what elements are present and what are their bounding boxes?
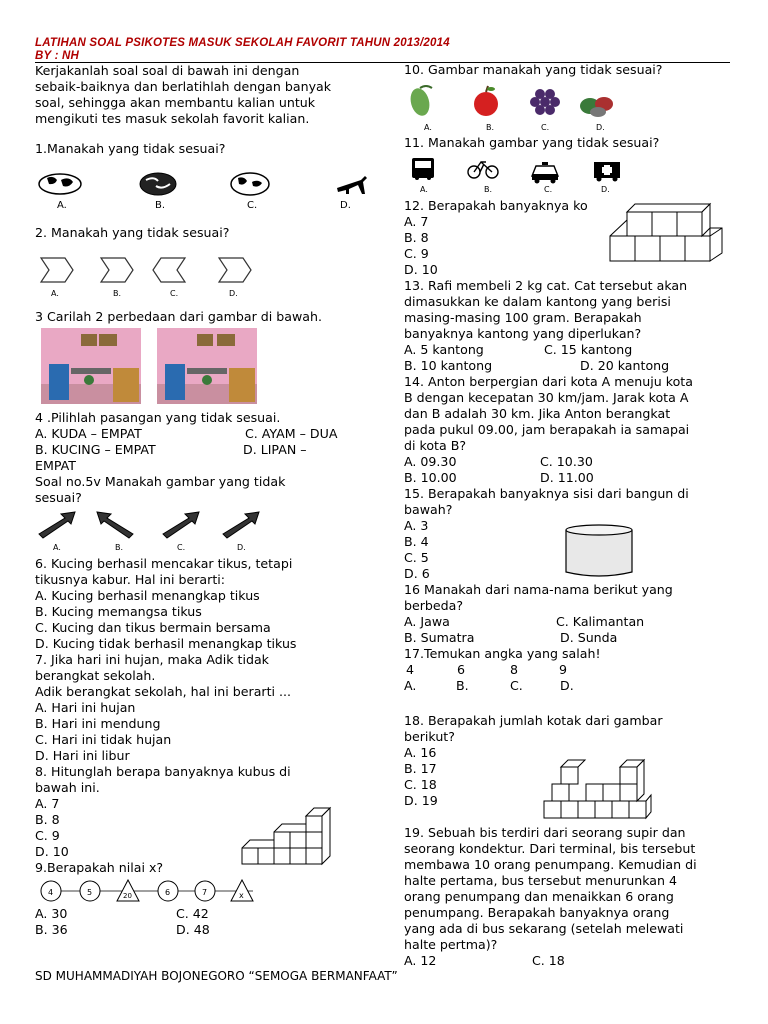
q13-text-cont: banyaknya kantong yang diperlukan? (404, 326, 642, 341)
q8-option-c[interactable]: C. 9 (35, 828, 60, 843)
q15-option-d[interactable]: D. 6 (404, 566, 430, 581)
q14-option-c[interactable]: C. 10.30 (540, 454, 593, 469)
footer-text: SD MUHAMMADIYAH BOJONEGORO “SEMOGA BERMANFAAT” (35, 969, 398, 983)
q16-options-row (404, 630, 744, 646)
q14-text-cont: pada pukul 09.00, jam berapakah ia samapai (404, 422, 690, 437)
q2-label: B. (113, 289, 122, 298)
q5-figure (35, 510, 270, 554)
q16-option-b[interactable]: B. Sumatra (404, 630, 475, 645)
q14-option-d[interactable]: D. 11.00 (540, 470, 594, 485)
q8-text: 8. Hitunglah berapa banyaknya kubus di (35, 764, 291, 779)
intro-line: Kerjakanlah soal soal di bawah ini dengan (35, 63, 300, 78)
q11-figure (404, 154, 634, 194)
q19-text-cont: halte pertma)? (404, 937, 498, 952)
arrow-up-left-icon (97, 512, 133, 538)
q10-label: C. (541, 123, 550, 132)
q5-label: A. (53, 543, 61, 552)
q8-cube-figure (240, 800, 345, 870)
q7-option-d[interactable]: D. Hari ini libur (35, 748, 130, 763)
q19-option-c[interactable]: C. 18 (532, 953, 565, 968)
taxi-icon (532, 162, 558, 184)
q2-label: A. (51, 289, 59, 298)
q4-options-row (35, 426, 380, 442)
airplane-icon (337, 176, 367, 194)
q9-sequence-figure (35, 878, 265, 906)
globe-icon (140, 173, 176, 195)
q9-options-row (35, 906, 380, 922)
q10-label: A. (424, 123, 432, 132)
q14-options-row (404, 470, 744, 486)
q19-text-cont: seorang kondektur. Dari terminal, bis tersebut (404, 841, 696, 856)
chevron-shape (219, 258, 251, 282)
q9-option-a[interactable]: A. 30 (35, 906, 68, 921)
q1-label: D. (340, 200, 351, 211)
chevron-shape (101, 258, 133, 282)
kitchen-picture (41, 328, 141, 404)
q15-option-c[interactable]: C. 5 (404, 550, 429, 565)
q8-option-d[interactable]: D. 10 (35, 844, 69, 859)
q19-text-cont: penumpang. Berapakah banyaknya orang (404, 905, 670, 920)
q6-option-a[interactable]: A. Kucing berhasil menangkap tikus (35, 588, 260, 603)
q2-figure (35, 254, 265, 300)
q17-numbers-row (404, 662, 744, 678)
q11-text: 11. Manakah gambar yang tidak sesuai? (404, 135, 660, 150)
q13-text: 13. Rafi membeli 2 kg cat. Cat tersebut akan (404, 278, 688, 293)
q18-text-cont: berikut? (404, 729, 455, 744)
q18-box-figure (540, 755, 655, 823)
q1-label: B. (155, 200, 166, 211)
q18-option-d[interactable]: D. 19 (404, 793, 438, 808)
q9-seq-value: 20 (123, 892, 132, 900)
document-title: LATIHAN SOAL PSIKOTES MASUK SEKOLAH FAVORIT TAHUN 2013/2014 (35, 37, 450, 49)
q2-label: C. (170, 289, 179, 298)
arrow-up-right-icon (223, 512, 259, 538)
intro-paragraph (35, 63, 380, 127)
q18-text: 18. Berapakah jumlah kotak dari gambar (404, 713, 663, 728)
q9-seq-value: 5 (87, 888, 93, 897)
chevron-shape (153, 258, 185, 282)
q6-option-c[interactable]: C. Kucing dan tikus bermain bersama (35, 620, 271, 635)
q13-options-row (404, 342, 744, 358)
q16-options-row (404, 614, 744, 630)
q13-option-d[interactable]: D. 20 kantong (580, 358, 670, 373)
q14-text: 14. Anton berpergian dari kota A menuju kota (404, 374, 693, 389)
intro-line: mengikuti tes masuk sekolah favorit kalian. (35, 111, 310, 126)
q17-number: 4 (406, 662, 415, 677)
q17-text: 17.Temukan angka yang salah! (404, 646, 601, 661)
q18-option-c[interactable]: C. 18 (404, 777, 437, 792)
q9-text: 9.Berapakah nilai x? (35, 860, 164, 875)
q17-option-a[interactable]: A. (404, 678, 417, 693)
q14-text-cont: di kota B? (404, 438, 467, 453)
bicycle-icon (468, 162, 498, 178)
q14-option-b[interactable]: B. 10.00 (404, 470, 457, 485)
q7-text-cont: berangkat sekolah. (35, 668, 156, 683)
q6-text: 6. Kucing berhasil mencakar tikus, tetapi (35, 556, 293, 571)
q17-number: 8 (510, 662, 519, 677)
q6-option-b[interactable]: B. Kucing memangsa tikus (35, 604, 202, 619)
q8-option-a[interactable]: A. 7 (35, 796, 60, 811)
q3-text: 3 Carilah 2 perbedaan dari gambar di bawah. (35, 309, 322, 324)
q14-text-cont: dan B adalah 30 km. Jika Anton berangkat (404, 406, 671, 421)
vegetables-icon (580, 97, 613, 117)
q11-label: A. (420, 185, 428, 194)
q1-text: 1.Manakah yang tidak sesuai? (35, 141, 226, 156)
globe-icon (231, 173, 269, 195)
arrow-up-right-icon (163, 512, 199, 538)
q13-option-c[interactable]: C. 15 kantong (544, 342, 633, 357)
q7-text: 7. Jika hari ini hujan, maka Adik tidak (35, 652, 269, 667)
q4-block (35, 410, 380, 506)
q16-option-a[interactable]: A. Jawa (404, 614, 450, 629)
q7-text-cont: Adik berangkat sekolah, hal ini berarti ... (35, 684, 292, 699)
q11-label: B. (484, 185, 493, 194)
q5-label: B. (115, 543, 124, 552)
q9-options-row (35, 922, 380, 938)
q4-text: 4 .Pilihlah pasangan yang tidak sesuai. (35, 410, 281, 425)
q17-labels-row (404, 678, 744, 694)
q18-option-b[interactable]: B. 17 (404, 761, 437, 776)
q19-text-cont: membawa 10 orang penumpang. Kemudian di (404, 857, 697, 872)
q17-number: 9 (559, 662, 568, 677)
q5-text-cont: sesuai? (35, 490, 82, 505)
q12-option-c[interactable]: C. 9 (404, 246, 429, 261)
q13-text-cont: dimasukkan ke dalam kantong yang berisi (404, 294, 671, 309)
q13-block (404, 278, 744, 694)
q16-text: 16 Manakah dari nama-nama berikut yang (404, 582, 673, 597)
bus-icon (412, 158, 434, 180)
q17-number: 6 (457, 662, 466, 677)
intro-line: soal, sehingga akan membantu kalian untuk (35, 95, 316, 110)
q9-seq-value: x (239, 891, 244, 900)
q8-option-b[interactable]: B. 8 (35, 812, 60, 827)
mango-icon (408, 86, 433, 118)
q17-option-d[interactable]: D. (560, 678, 574, 693)
q3-figure (41, 328, 261, 404)
q1-figure (35, 170, 375, 212)
q12-option-b[interactable]: B. 8 (404, 230, 429, 245)
q17-option-c[interactable]: C. (510, 678, 523, 693)
q9-seq-value: 4 (48, 888, 54, 897)
q7-option-c[interactable]: C. Hari ini tidak hujan (35, 732, 172, 747)
q9-option-d[interactable]: D. 48 (176, 922, 210, 937)
q19-text-cont: orang penumpang dan menaikkan 6 orang (404, 889, 674, 904)
q16-text-cont: berbeda? (404, 598, 464, 613)
q9-option-c[interactable]: C. 42 (176, 906, 209, 921)
q7-option-b[interactable]: B. Hari ini mendung (35, 716, 161, 731)
q13-option-a[interactable]: A. 5 kantong (404, 342, 484, 357)
q19-option-a[interactable]: A. 12 (404, 953, 437, 968)
q15-text: 15. Berapakah banyaknya sisi dari bangun di (404, 486, 689, 501)
q10-figure (404, 84, 624, 132)
q19-text: 19. Sebuah bis terdiri dari seorang supir dan (404, 825, 686, 840)
q2-label: D. (229, 289, 238, 298)
q1-label: C. (247, 200, 258, 211)
q12-text: 12. Berapakah banyaknya ko (404, 198, 588, 213)
q17-option-b[interactable]: B. (456, 678, 469, 693)
q10-label: D. (596, 123, 605, 132)
q12-option-a[interactable]: A. 7 (404, 214, 429, 229)
apple-icon (474, 86, 498, 116)
ambulance-icon (594, 162, 620, 182)
q14-option-a[interactable]: A. 09.30 (404, 454, 457, 469)
q14-options-row (404, 454, 744, 470)
arrow-up-right-icon (39, 512, 75, 538)
q19-text-cont: yang ada di bus sekarang (setelah melewati (404, 921, 684, 936)
grapes-icon (530, 89, 560, 115)
q16-option-d[interactable]: D. Sunda (560, 630, 618, 645)
q6-option-d[interactable]: D. Kucing tidak berhasil menangkap tikus (35, 636, 297, 651)
q15-cylinder-figure (562, 522, 636, 582)
q15-option-a[interactable]: A. 3 (404, 518, 429, 533)
q13-text-cont: masing-masing 100 gram. Berapakah (404, 310, 642, 325)
q10-label: B. (486, 123, 495, 132)
q19-options-row (404, 953, 744, 969)
q5-label: D. (237, 543, 246, 552)
kitchen-picture (157, 328, 257, 404)
q5-text: Soal no.5v Manakah gambar yang tidak (35, 474, 286, 489)
q4-option-a[interactable]: A. KUDA – EMPAT (35, 426, 142, 441)
q9-seq-value: 6 (165, 888, 171, 897)
q4-option-d-cont: EMPAT (35, 458, 76, 473)
q8-text-cont: bawah ini. (35, 780, 100, 795)
q12-box-figure (605, 200, 727, 266)
q13-option-b[interactable]: B. 10 kantong (404, 358, 493, 373)
q2-text: 2. Manakah yang tidak sesuai? (35, 225, 230, 240)
q11-label: C. (544, 185, 553, 194)
q18-option-a[interactable]: A. 16 (404, 745, 437, 760)
q1-label: A. (57, 200, 67, 211)
q6-text-cont: tikusnya kabur. Hal ini berarti: (35, 572, 225, 587)
q16-option-c[interactable]: C. Kalimantan (556, 614, 645, 629)
q4-option-c[interactable]: C. AYAM – DUA (245, 426, 338, 441)
q19-block (404, 825, 744, 969)
q4-option-d[interactable]: D. LIPAN – (243, 442, 307, 457)
intro-line: sebaik-baiknya dan berlatihlah dengan banyak (35, 79, 332, 94)
q7-option-a[interactable]: A. Hari ini hujan (35, 700, 136, 715)
q14-text-cont: B dengan kecepatan 30 km/jam. Jarak kota A (404, 390, 689, 405)
globe-icon (39, 174, 81, 194)
q12-option-d[interactable]: D. 10 (404, 262, 438, 277)
q9-options (35, 906, 380, 938)
q15-text-cont: bawah? (404, 502, 453, 517)
q4-options-row (35, 442, 380, 458)
q10-text: 10. Gambar manakah yang tidak sesuai? (404, 62, 663, 77)
q9-option-b[interactable]: B. 36 (35, 922, 68, 937)
q13-options-row (404, 358, 744, 374)
q9-seq-value: 7 (202, 888, 208, 897)
q19-text-cont: halte pertama, bus tersebut menurunkan 4 (404, 873, 677, 888)
q15-option-b[interactable]: B. 4 (404, 534, 429, 549)
q5-label: C. (177, 543, 186, 552)
q4-option-b[interactable]: B. KUCING – EMPAT (35, 442, 156, 457)
q11-label: D. (601, 185, 610, 194)
chevron-shape (41, 258, 73, 282)
author-line: BY : NH (35, 50, 79, 62)
